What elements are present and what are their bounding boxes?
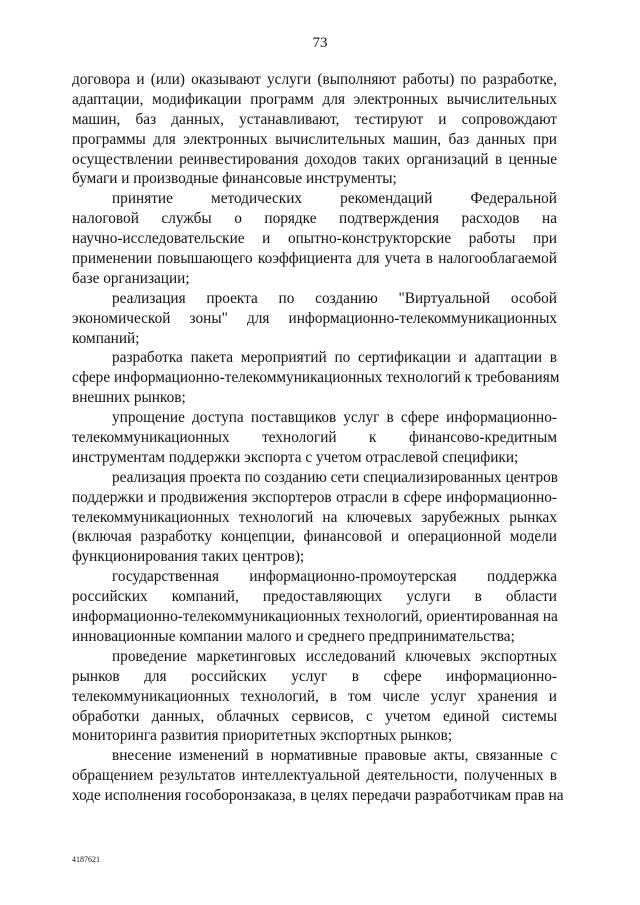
text-line: телекоммуникационных технологий, в том числе услуг хранения и bbox=[72, 687, 557, 705]
text-line: рынков для российских услуг в сфере информационно- bbox=[72, 667, 557, 685]
text-line: поддержки и продвижения экспортеров отрасли в сфере информационно- bbox=[72, 488, 557, 506]
text-line: компаний; bbox=[72, 329, 140, 347]
text-line: адаптации, модификации программ для электронных вычислительных bbox=[72, 90, 557, 108]
text-line: инновационные компании малого и среднего предпринимательства; bbox=[72, 627, 515, 645]
text-line: информационно-телекоммуникационных технологий, ориентированная на bbox=[72, 608, 558, 626]
text-line: мониторинга развития приоритетных экспортных рынков; bbox=[72, 727, 453, 745]
text-line: обработки данных, облачных сервисов, с учетом единой системы bbox=[72, 707, 557, 725]
document-code: 4187621 bbox=[72, 855, 100, 864]
text-line: проведение маркетинговых исследований ключевых экспортных bbox=[112, 647, 557, 665]
text-line: сфере информационно-телекоммуникационных технологий к требованиям bbox=[72, 369, 560, 387]
text-line: телекоммуникационных технологий к финансово-кредитным bbox=[72, 429, 557, 447]
text-line: ходе исполнения гособоронзаказа, в целях передачи разработчикам прав на bbox=[72, 787, 564, 805]
text-line: российских компаний, предоставляющих услуги в области bbox=[72, 588, 557, 606]
text-line: упрощение доступа поставщиков услуг в сфере информационно- bbox=[112, 409, 557, 427]
text-line: бумаги и производные финансовые инструменты; bbox=[72, 170, 397, 188]
text-line: научно-исследовательские и опытно-конструкторские работы при bbox=[72, 230, 557, 248]
text-line: экономической зоны" для информационно-телекоммуникационных bbox=[72, 309, 557, 327]
text-line: программы для электронных вычислительных машин, баз данных при bbox=[72, 130, 557, 148]
text-line: применении повышающего коэффициента для учета в налогооблагаемой bbox=[72, 250, 557, 268]
page-number: 73 bbox=[312, 35, 328, 51]
text-line: внешних рынков; bbox=[72, 389, 186, 407]
text-line: телекоммуникационных технологий на ключевых зарубежных рынках bbox=[72, 508, 557, 526]
text-line: реализация проекта по созданию "Виртуальной особой bbox=[112, 289, 557, 307]
text-line: (включая разработку концепции, финансовой и операционной модели bbox=[72, 528, 557, 546]
text-line: разработка пакета мероприятий по сертификации и адаптации в bbox=[112, 349, 557, 367]
text-line: осуществлении реинвестирования доходов таких организаций в ценные bbox=[72, 150, 557, 168]
text-line: обращением результатов интеллектуальной деятельности, полученных в bbox=[72, 767, 557, 785]
text-line: реализация проекта по созданию сети специализированных центров bbox=[112, 468, 559, 486]
text-line: принятие методических рекомендаций Федеральной bbox=[112, 190, 557, 208]
text-line: налоговой службы о порядке подтверждения расходов на bbox=[72, 210, 557, 228]
text-line: машин, баз данных, устанавливают, тестируют и сопровождают bbox=[72, 110, 557, 128]
text-line: инструментам поддержки экспорта с учетом отраслевой специфики; bbox=[72, 448, 519, 466]
text-line: государственная информационно-промоутерская поддержка bbox=[112, 568, 557, 586]
document-body bbox=[72, 70, 564, 806]
text-line: внесение изменений в нормативные правовые акты, связанные с bbox=[112, 747, 557, 765]
text-line: договора и (или) оказывают услуги (выполняют работы) по разработке, bbox=[72, 71, 557, 88]
text-line: функционирования таких центров); bbox=[72, 548, 305, 566]
text-line: базе организации; bbox=[72, 269, 190, 287]
